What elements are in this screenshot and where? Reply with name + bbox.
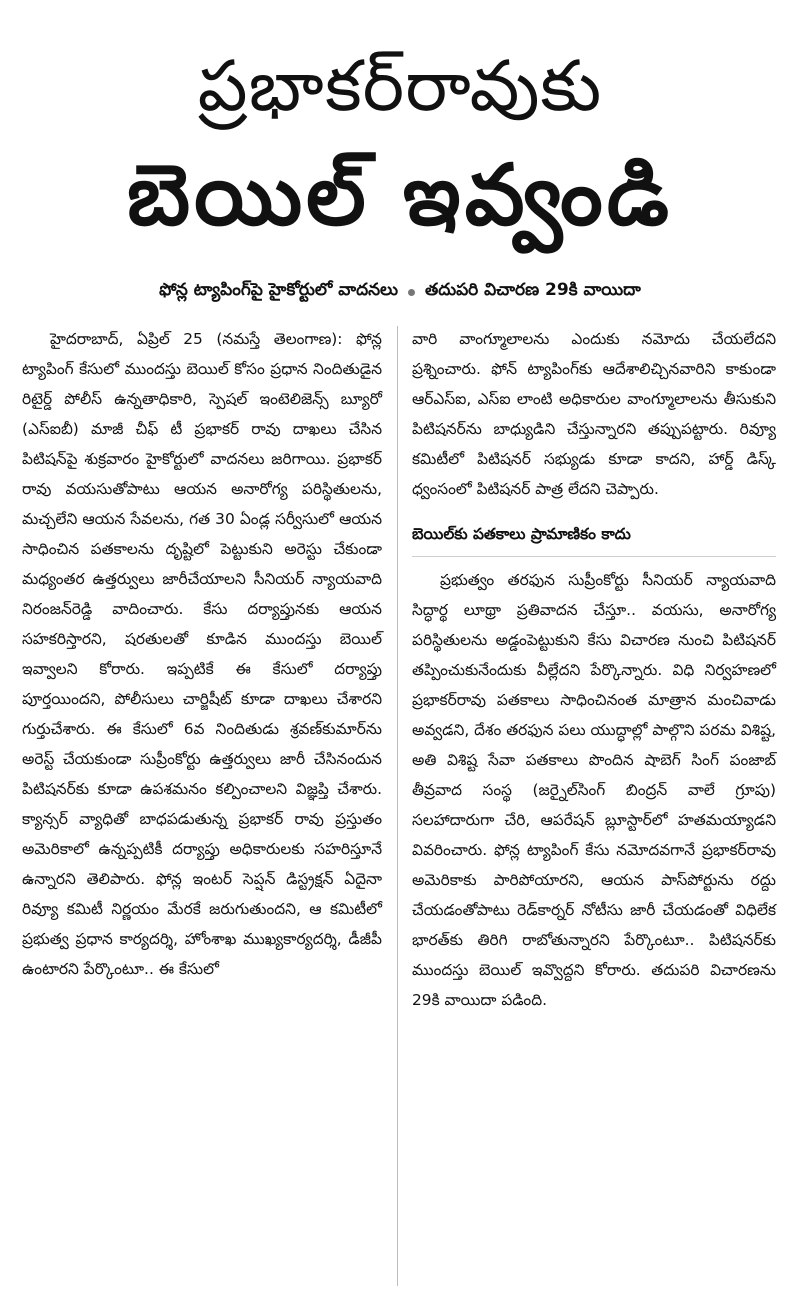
subheadline-part-1: ఫోన్ల ట్యాపింగ్‌పై హైకోర్టులో వాదనలు [159,280,398,300]
subheadline [10,274,790,310]
section-heading: బెయిల్‌కు పతకాలు ప్రామాణికం కాదు [412,516,776,557]
headline-line-1: ప్రభాకర్‌రావుకు [197,45,603,127]
bullet-dot-icon [408,289,415,296]
subheadline-part-2: తదుపరి విచారణ 29కి వాయిదా [424,280,641,300]
headline-line-2: బెయిల్ ఇవ్వండి [127,146,673,244]
left-column [22,324,382,984]
column-divider [397,326,398,1286]
body-paragraph-right-2: ప్రభుత్వం తరఫున సుప్రీంకోర్టు సీనియర్ న్యాయవాది సిద్ధార్థ లూథ్రా ప్రతివాదన చేస్తూ.. వయసు, అనారోగ్య పరిస్థితులను అడ్డంపెట్టుకుని కేసు విచారణ నుంచి పిటిషనర్ తప్పించుకునేందుకు వీల్లేదని పేర్కొన్నారు. విధి నిర్వహణలో ప్రభాకర్‌రావు పతకాలు సాధించినంత మాత్రాన మంచివాడు అవ్వడని, దేశం తరఫున పలు యుద్ధాల్లో పాల్గొని పరమ విశిష్ట, అతి విశిష్ట సేవా పతకాలు పొందిన షాబెగ్ సింగ్ పంజాబ్ తీవ్రవాద సంస్థ (జర్నైల్‌సింగ్ బింద్రన్ వాలే గ్రూపు) సలహాదారుగా చేరి, ఆపరేషన్ బ్లూస్టార్‌లో హతమయ్యాడని వివరించారు. ఫోన్ల ట్యాపింగ్ కేసు నమోదవగానే ప్రభాకర్‌రావు అమెరికాకు పారిపోయారని, ఆయన పాస్‌పోర్టును రద్దు చేయడంతోపాటు రెడ్‌కార్నర్ నోటీసు జారీ చేయడంతో విధిలేక భారత్‌కు తిరిగి రాబోతున్నారని పేర్కొంటూ.. పిటిషనర్‌కు ముందస్తు బెయిల్ ఇవ్వొద్దని కోరారు. తదుపరి విచారణను 29కి వాయిదా పడింది. [412,571,776,1009]
body-paragraph-left: హైదరాబాద్, ఏప్రిల్ 25 (నమస్తే తెలంగాణ): ఫోన్ల ట్యాపింగ్ కేసులో ముందస్తు బెయిల్ కోసం ప్రధాన నిందితుడైన రిటైర్డ్ పోలీస్ ఉన్నతాధికారి, స్పెషల్ ఇంటెలిజెన్స్ బ్యూరో (ఎస్ఐబీ) మాజీ చీఫ్ టీ ప్రభాకర్ రావు దాఖలు చేసిన పిటిషన్‌పై శుక్రవారం హైకోర్టులో వాదనలు జరిగాయి. ప్రభాకర్ రావు వయసుతోపాటు ఆయన అనారోగ్య పరిస్థితులను, మచ్చలేని ఆయన సేవలను, గత 30 ఏండ్ల సర్వీసులో ఆయన సాధించిన పతకాలను దృష్టిలో పెట్టుకుని అరెస్టు చేకుండా మధ్యంతర ఉత్తర్వులు జారీచేయాలని సీనియర్ న్యాయవాది నిరంజన్‌రెడ్డి వాదించారు. కేసు దర్యాప్తునకు ఆయన సహకరిస్తారని, షరతులతో కూడిన ముందస్తు బెయిల్ ఇవ్వాలని కోరారు. ఇప్పటికే ఈ కేసులో దర్యాప్తు పూర్తయిందని, పోలీసులు చార్జిషీట్ కూడా దాఖలు చేశారని గుర్తుచేశారు. ఈ కేసులో 6వ నిందితుడు శ్రవణ్‌కుమార్‌ను అరెస్ట్ చేయకుండా సుప్రీంకోర్టు ఉత్తర్వులు జారీ చేసినందున పిటిషనర్‌కు కూడా ఉపశమనం కల్పించాలని విజ్ఞప్తి చేశారు. క్యాన్సర్ వ్యాధితో బాధపడుతున్న ప్రభాకర్ రావు ప్రస్తుతం అమెరికాలో ఉన్నప్పటికీ దర్యాప్తు అధికారులకు సహరిస్తూనే ఉన్నారని తెలిపారు. ఫోన్ల ఇంటర్ సెప్షన్ డిస్ట్రక్షన్ ఏదైనా రివ్యూ కమిటీ నిర్ణయం మేరకే జరుగుతుందని, ఆ కమిటీలో ప్రభుత్వ ప్రధాన కార్యదర్శి, హోంశాఖ ముఖ్యకార్యదర్శి, డీజీపీ ఉంటారని పేర్కొంటూ.. ఈ కేసులో [22,330,382,978]
right-column [412,324,776,1015]
body-paragraph-right-1: వారి వాంగ్మూలాలను ఎందుకు నమోదు చేయలేదని ప్రశ్నించారు. ఫోన్ ట్యాపింగ్‌కు ఆదేశాలిచ్చినవారిని కాకుండా ఆర్ఎస్ఐ, ఎస్ఐ లాంటి అధికారుల వాంగ్మూలాలను తీసుకుని పిటిషనర్‌ను బాధ్యుడిని చేస్తున్నారని తప్పుపట్టారు. రివ్యూ కమిటీలో పిటిషనర్ సభ్యుడు కూడా కాదని, హార్డ్ డిస్క్ ధ్వంసంలో పిటిషనర్ పాత్ర లేదని చెప్పారు. [412,330,776,498]
